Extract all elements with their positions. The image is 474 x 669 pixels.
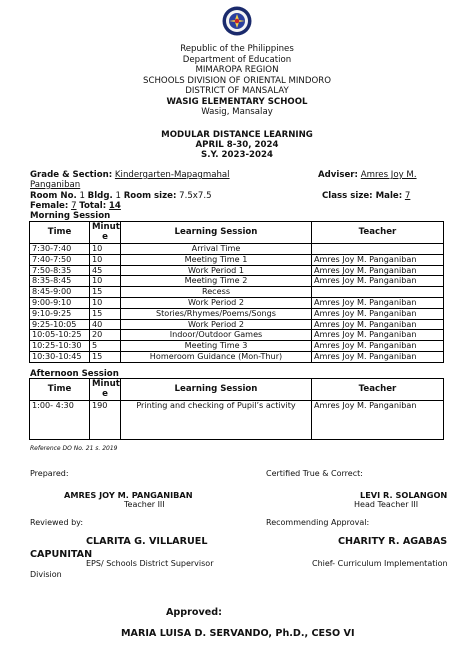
minutes-cell: 15 [90,308,121,319]
recommending-label: Recommending Approval: [266,518,370,527]
learning-session-cell: Work Period 2 [121,297,312,308]
time-cell: 7:30-7:40 [30,244,90,255]
header-time: Time [30,222,90,244]
teacher-cell: Amres Joy M. Panganiban [312,265,444,276]
bldg-label: Bldg. [87,191,113,201]
certified-title: Head Teacher III [354,500,419,509]
certified-name: LEVI R. SOLANGON [360,490,448,500]
header-minute: Minut e [90,222,121,244]
minutes-cell: 15 [90,351,121,362]
document-title [0,130,474,160]
time-cell: 10:05-10:25 [30,330,90,341]
minutes-cell: 10 [90,254,121,265]
grade-label: Grade & Section: [30,170,113,180]
time-cell: 8:45-9:00 [30,287,90,298]
table-row [30,254,444,265]
title-line-2: APRIL 8-30, 2024 [195,140,279,150]
prepared-name: AMRES JOY M. PANGANIBAN [64,490,193,500]
header-teacher: Teacher [312,379,444,401]
adviser-value: Amres Joy M. [360,170,417,180]
minutes-cell: 5 [90,341,121,352]
table-row [30,297,444,308]
header-time: Time [30,379,90,401]
reference-note: Reference DO No. 21 s. 2019 [30,445,118,452]
deped-seal-logo [222,6,252,36]
total-count: 14 [108,201,121,211]
table-row [30,319,444,330]
afternoon-header-row [30,379,444,401]
time-cell: 8:35-8:45 [30,276,90,287]
teacher-cell: Amres Joy M. Panganiban [312,276,444,287]
adviser-row [318,170,417,181]
reviewed-title: EPS/ Schools District Supervisor [86,559,214,568]
learning-session-cell: Meeting Time 3 [121,341,312,352]
header-line-country: Republic of the Philippines [180,44,294,54]
table-row [30,276,444,287]
time-cell: 10:25-10:30 [30,341,90,352]
room-no: 1 [79,191,85,201]
teacher-cell: Amres Joy M. Panganiban [312,341,444,352]
grade-value: Kindergarten-Mapagmahal [114,170,230,180]
teacher-cell: Amres Joy M. Panganiban [312,330,444,341]
teacher-cell: Amres Joy M. Panganiban [312,254,444,265]
school-name: WASIG ELEMENTARY SCHOOL [166,96,308,107]
approved-label: Approved: [166,607,222,618]
time-cell: 9:25-10:05 [30,319,90,330]
afternoon-session-title: Afternoon Session [30,369,119,379]
minutes-cell: 10 [90,276,121,287]
teacher-cell: Amres Joy M. Panganiban [312,297,444,308]
learning-session-cell: Indoor/Outdoor Games [121,330,312,341]
minutes-cell: 15 [90,287,121,298]
table-row [30,401,444,440]
male-count: 7 [404,191,411,201]
learning-session-cell: Work Period 2 [121,319,312,330]
header-teacher: Teacher [312,222,444,244]
time-cell: 7:40-7:50 [30,254,90,265]
learning-session-cell: Stories/Rhymes/Poems/Songs [121,308,312,319]
certified-label: Certified True & Correct: [266,469,363,478]
time-cell: 7:50-8:35 [30,265,90,276]
morning-schedule-table [29,221,444,363]
morning-header-row [30,222,444,244]
teacher-cell: Amres Joy M. Panganiban [312,401,444,440]
learning-session-cell: Printing and checking of Pupil’s activity [121,401,312,440]
reviewed-title-cont: Division [30,570,62,579]
minutes-cell: 10 [90,244,121,255]
approved-name: MARIA LUISA D. SERVANDO, Ph.D., CESO VI [121,628,355,639]
morning-session-title: Morning Session [30,211,111,221]
class-size-row [322,191,410,202]
total-label: Total: [79,201,107,211]
table-row [30,308,444,319]
table-row [30,244,444,255]
teacher-cell: Amres Joy M. Panganiban [312,351,444,362]
school-address: Wasig, Mansalay [201,107,273,117]
prepared-title: Teacher III [124,500,165,509]
header-line-department: Department of Education [182,54,292,65]
bldg-no: 1 [115,191,121,201]
minutes-cell: 20 [90,330,121,341]
teacher-cell: Amres Joy M. Panganiban [312,308,444,319]
teacher-cell: Amres Joy M. Panganiban [312,319,444,330]
time-cell: 1:00- 4:30 [30,401,90,440]
reviewed-name-cont: CAPUNITAN [30,549,93,560]
header-learning-session: Learning Session [121,222,312,244]
class-size-label: Class size: Male: [322,191,403,201]
minutes-cell: 190 [90,401,121,440]
recommending-name: CHARITY R. AGABAS [338,536,448,547]
teacher-cell [312,244,444,255]
minutes-cell: 10 [90,297,121,308]
reviewed-name: CLARITA G. VILLARUEL [86,536,208,547]
table-row [30,341,444,352]
female-count: 7 [71,201,77,211]
learning-session-cell: Work Period 1 [121,265,312,276]
adviser-value-cont: Panganiban [30,180,81,190]
room-size-label: Room size: [123,191,177,201]
time-cell: 9:10-9:25 [30,308,90,319]
learning-session-cell: Recess [121,287,312,298]
header-line-division: SCHOOLS DIVISION OF ORIENTAL MINDORO [143,75,331,86]
learning-session-cell: Homeroom Guidance (Mon-Thur) [121,351,312,362]
header-minute: Minut e [90,379,121,401]
table-row [30,287,444,298]
room-label: Room No. [30,191,77,201]
table-row [30,265,444,276]
title-line-1: MODULAR DISTANCE LEARNING [161,130,313,140]
title-line-3: S.Y. 2023-2024 [201,150,273,160]
learning-session-cell: Meeting Time 2 [121,276,312,287]
recommending-title: Chief- Curriculum Implementation [312,559,448,568]
adviser-label: Adviser: [318,170,358,180]
female-label: Female: [30,201,69,211]
minutes-cell: 40 [90,319,121,330]
header-learning-session: Learning Session [121,379,312,401]
document-header [0,44,474,118]
reviewed-label: Reviewed by: [30,518,84,527]
table-row [30,351,444,362]
prepared-label: Prepared: [30,469,69,478]
teacher-cell [312,287,444,298]
room-size: 7.5x7.5 [179,191,212,201]
afternoon-schedule-table [29,378,444,440]
header-line-region: MIMAROPA REGION [195,65,279,75]
header-line-district: DISTRICT OF MANSALAY [185,86,289,96]
time-cell: 10:30-10:45 [30,351,90,362]
time-cell: 9:00-9:10 [30,297,90,308]
learning-session-cell: Arrival Time [121,244,312,255]
table-row [30,330,444,341]
learning-session-cell: Meeting Time 1 [121,254,312,265]
minutes-cell: 45 [90,265,121,276]
